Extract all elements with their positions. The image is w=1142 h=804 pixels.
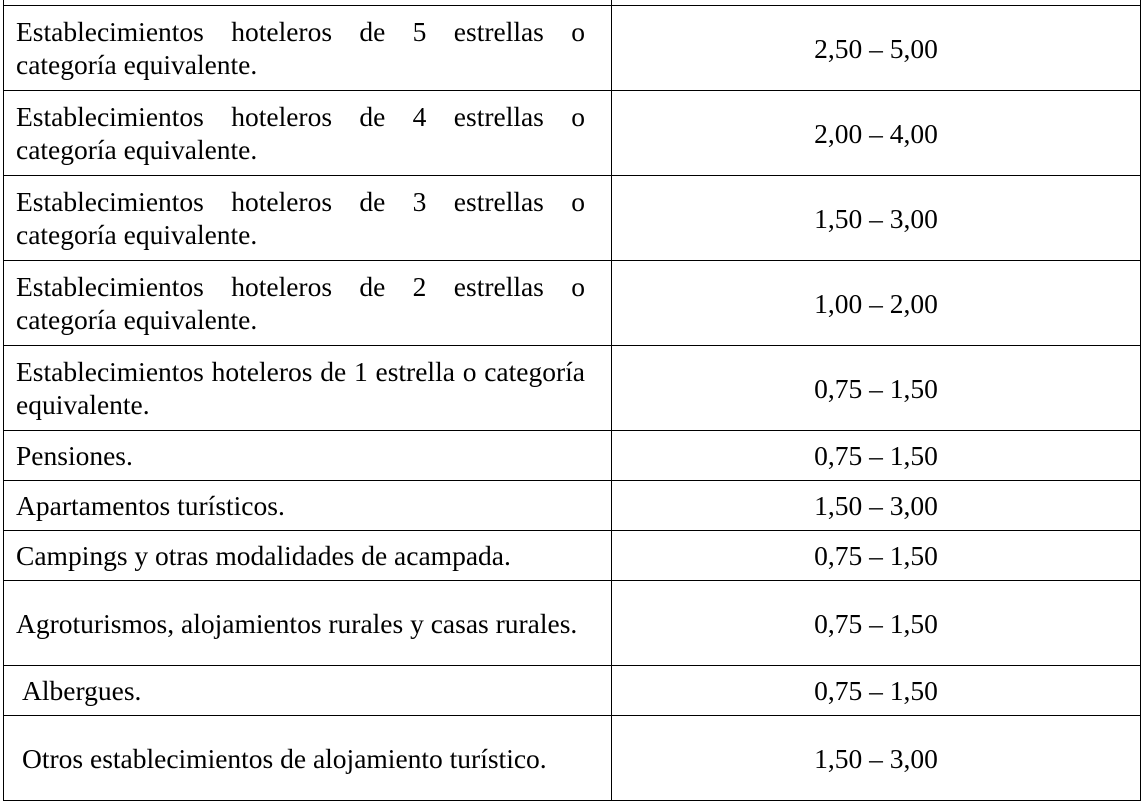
table-row [4,481,1141,531]
establishment-type-cell: Campings y otras modalidades de acampada. [4,531,612,581]
rate-range-cell: 1,50 – 3,00 [612,176,1141,261]
table-row [4,261,1141,346]
rate-range-cell: 0,75 – 1,50 [612,581,1141,666]
establishment-type-cell: Albergues. [4,666,612,716]
rate-range-cell: 0,75 – 1,50 [612,531,1141,581]
rate-range-cell: 0,75 – 1,50 [612,431,1141,481]
rate-range-cell: 2,50 – 5,00 [612,6,1141,91]
table-row [4,91,1141,176]
rate-range-cell: 1,50 – 3,00 [612,716,1141,801]
establishment-type-cell: Agroturismos, alojamientos rurales y casas rurales. [4,581,612,666]
table-row [4,176,1141,261]
establishment-type-cell: Establecimientos hoteleros de 5 estrellas o categoría equivalente. [4,6,612,91]
table-row [4,531,1141,581]
rate-range-cell: 2,00 – 4,00 [612,91,1141,176]
rate-range-cell: 0,75 – 1,50 [612,346,1141,431]
rate-range-cell: 1,00 – 2,00 [612,261,1141,346]
establishment-type-cell: Establecimientos hoteleros de 3 estrellas o categoría equivalente. [4,176,612,261]
table-row [4,6,1141,91]
establishment-type-cell: Establecimientos hoteleros de 2 estrellas o categoría equivalente. [4,261,612,346]
establishment-type-cell: Otros establecimientos de alojamiento turístico. [4,716,612,801]
accommodation-rates-table [3,0,1141,801]
establishment-type-cell: Pensiones. [4,431,612,481]
table-row [4,346,1141,431]
establishment-type-cell: Establecimientos hoteleros de 1 estrella o categoría equivalente. [4,346,612,431]
rate-range-cell: 1,50 – 3,00 [612,481,1141,531]
establishment-type-cell: Apartamentos turísticos. [4,481,612,531]
table-row [4,581,1141,666]
establishment-type-cell: Establecimientos hoteleros de 4 estrellas o categoría equivalente. [4,91,612,176]
table-row [4,666,1141,716]
table-row [4,431,1141,481]
table-row [4,716,1141,801]
rate-range-cell: 0,75 – 1,50 [612,666,1141,716]
